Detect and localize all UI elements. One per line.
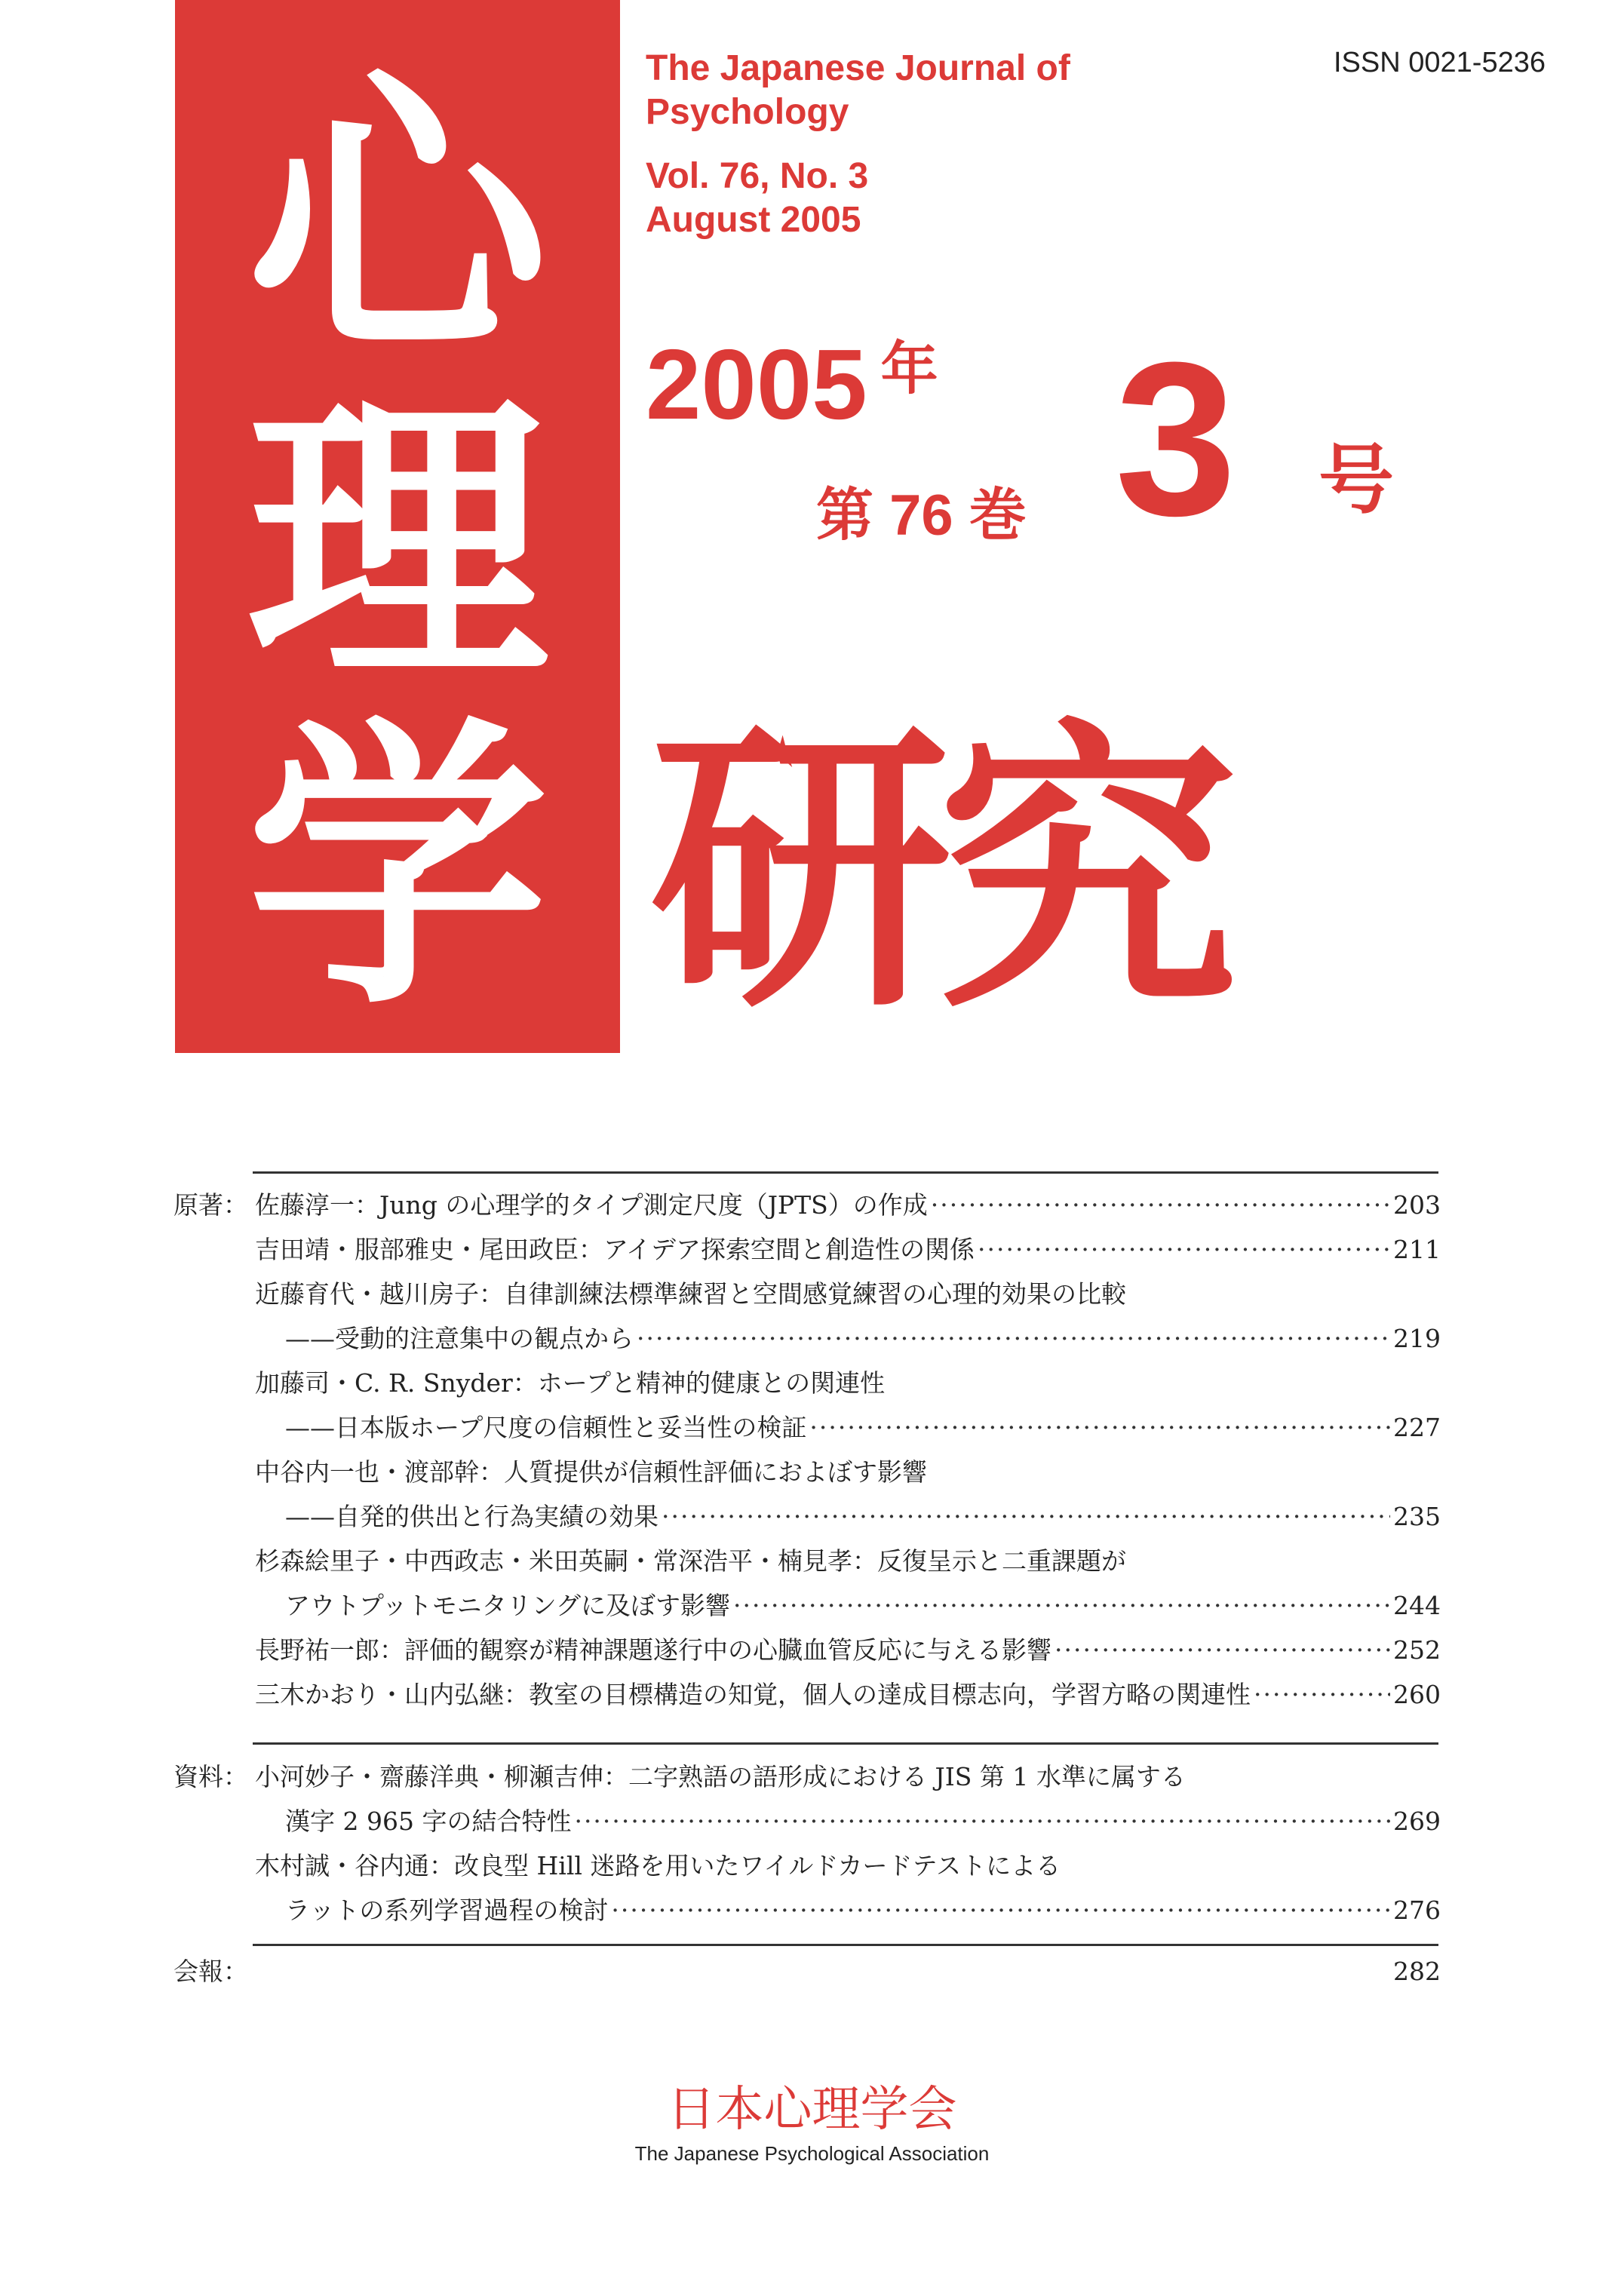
year-line — [646, 323, 938, 441]
toc-entry-text: 加藤司・C. R. Snyder：ホープと精神的健康との関連性 — [255, 1368, 886, 1398]
leader-dots — [1055, 1628, 1390, 1672]
divider-middle — [253, 1742, 1438, 1745]
english-title-line2: Psychology — [646, 92, 849, 132]
title-char-2: 理 — [247, 366, 548, 720]
toc-entry-text: ——日本版ホープ尺度の信頼性と妥当性の検証 — [285, 1413, 807, 1442]
english-title-line1: The Japanese Journal of — [646, 48, 1070, 88]
page-number: 203 — [1393, 1190, 1441, 1220]
title-char-1: 心 — [247, 41, 548, 396]
toc-news — [173, 1949, 1441, 1994]
leader-dots — [809, 1405, 1390, 1450]
section-label-news: 会報： — [173, 1957, 248, 1986]
toc-entry-text: アウトプットモニタリングに及ぼす影響 — [285, 1591, 731, 1620]
toc-line — [173, 1272, 1441, 1316]
toc-line — [173, 1316, 1441, 1361]
title-kenkyu: 研究 — [650, 694, 1223, 1048]
toc-line — [173, 1227, 1441, 1272]
issn: ISSN 0021-5236 — [1334, 47, 1546, 78]
toc-entry-text: 佐藤淳一：Jung の心理学的タイプ測定尺度（JPTS）の作成 — [255, 1190, 928, 1220]
title-block — [175, 0, 620, 1053]
page-number: 227 — [1393, 1413, 1441, 1442]
toc-materials — [173, 1754, 1441, 1932]
toc-entry-text: 木村誠・谷内通：改良型 Hill 迷路を用いたワイルドカードテストによる — [255, 1851, 1061, 1880]
page-number: 211 — [1393, 1235, 1441, 1264]
leader-dots — [574, 1799, 1390, 1843]
publisher-jp: 日本心理学会 — [667, 2082, 957, 2138]
page-number: 260 — [1393, 1680, 1441, 1709]
issue-suffix: 号 — [1319, 438, 1394, 523]
leader-dots — [611, 1888, 1390, 1932]
toc-line — [173, 1405, 1441, 1450]
title-char-3: 学 — [247, 690, 548, 1045]
toc-line — [173, 1672, 1441, 1717]
date-line: August 2005 — [646, 200, 861, 240]
leader-dots — [931, 1183, 1390, 1227]
toc-line — [173, 1843, 1441, 1888]
volume-info — [646, 155, 868, 242]
leader-dots — [662, 1494, 1390, 1539]
toc-entry-text: ラットの系列学習過程の検討 — [285, 1896, 609, 1925]
page-number: 276 — [1393, 1896, 1441, 1925]
publisher-en: The Japanese Psychological Association — [634, 2142, 990, 2165]
year-number: 2005 — [646, 329, 867, 440]
toc-entry-text: 長野祐一郎：評価的観察が精神課題遂行中の心臓血管反応に与える影響 — [255, 1635, 1051, 1665]
toc-entry-text: 三木かおり・山内弘継：教室の目標構造の知覚，個人の達成目標志向，学習方略の関連性 — [255, 1680, 1251, 1709]
divider-top — [253, 1171, 1438, 1174]
toc-line — [173, 1628, 1441, 1672]
toc-line — [173, 1888, 1441, 1932]
page-number: 235 — [1393, 1502, 1441, 1531]
toc-line — [173, 1450, 1441, 1494]
toc-line — [173, 1949, 1441, 1994]
toc-line — [173, 1539, 1441, 1583]
volume-jp: 第 76 巻 — [816, 483, 1027, 548]
year-suffix: 年 — [880, 337, 938, 401]
section-label: 原著： — [173, 1190, 248, 1220]
toc-entry-text: ——自発的供出と行為実績の効果 — [285, 1502, 659, 1531]
issue-number: 3 — [1115, 317, 1237, 561]
toc-entry-text: 杉森絵里子・中西政志・米田英嗣・常深浩平・楠見孝：反復呈示と二重課題が — [255, 1546, 1126, 1576]
toc-line — [173, 1754, 1441, 1799]
toc-line — [173, 1494, 1441, 1539]
toc-entry-text: 近藤育代・越川房子：自律訓練法標準練習と空間感覚練習の心理的効果の比較 — [255, 1279, 1126, 1309]
toc-line — [173, 1799, 1441, 1843]
toc-entry-text: ——受動的注意集中の観点から — [285, 1324, 634, 1353]
leader-dots — [733, 1583, 1390, 1628]
leader-dots — [1254, 1672, 1390, 1717]
title-vertical — [247, 0, 548, 1045]
page-number: 219 — [1393, 1324, 1441, 1353]
toc-entry-text: 漢字 2 965 字の結合特性 — [285, 1807, 572, 1836]
page-number: 282 — [1393, 1957, 1441, 1986]
toc-entry-text: 吉田靖・服部雅史・尾田政臣：アイデア探索空間と創造性の関係 — [255, 1235, 975, 1264]
section-label: 資料： — [173, 1762, 248, 1791]
toc-line — [173, 1361, 1441, 1405]
divider-bottom — [253, 1944, 1438, 1946]
leader-dots — [978, 1227, 1390, 1272]
page-number: 269 — [1393, 1807, 1441, 1836]
page-number: 244 — [1393, 1591, 1441, 1620]
page-number: 252 — [1393, 1635, 1441, 1665]
toc-line — [173, 1183, 1441, 1227]
toc-entry-text: 小河妙子・齋藤洋典・柳瀬吉伸：二字熟語の語形成における JIS 第 1 水準に属する — [255, 1762, 1186, 1791]
toc-line — [173, 1583, 1441, 1628]
leader-dots — [637, 1316, 1390, 1361]
toc-originals — [173, 1183, 1441, 1717]
volume-line: Vol. 76, No. 3 — [646, 156, 869, 196]
english-title — [646, 47, 1174, 134]
toc-entry-text: 中谷内一也・渡部幹：人質提供が信頼性評価におよぼす影響 — [255, 1457, 927, 1487]
